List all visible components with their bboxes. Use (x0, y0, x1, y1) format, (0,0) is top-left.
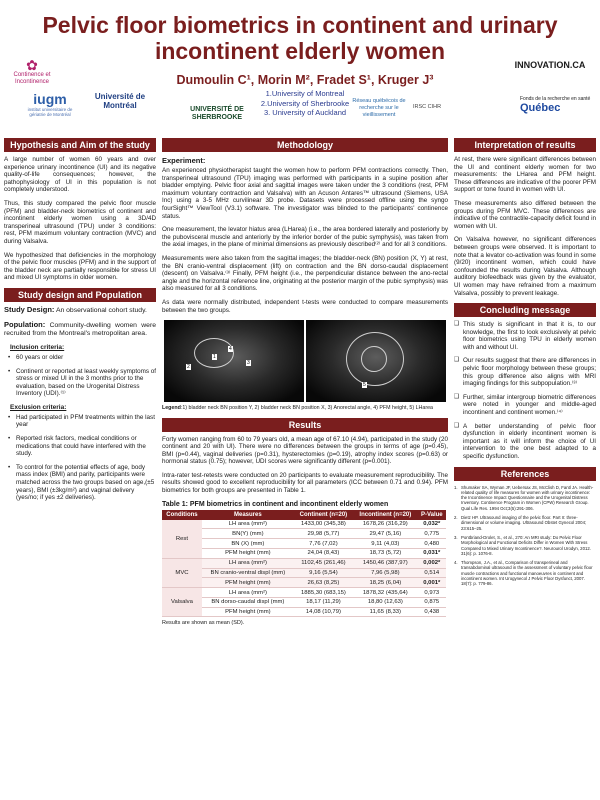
table-body (162, 520, 446, 617)
table-cell: 9,16 (5,54) (294, 568, 353, 578)
table-row (162, 578, 446, 588)
inclusion-criteria-title: Inclusion criteria: (10, 343, 65, 351)
study-design-header: Study design and Population (4, 288, 156, 302)
population-label: Population: (4, 319, 46, 329)
table-cell: PFM height (mm) (202, 578, 294, 588)
condition-cell: MVC (162, 558, 202, 587)
udem-logo: Université de Montréal (94, 92, 146, 110)
list-item: ❑ Our results suggest that there are differences in pelvic floor morphology between these groups; this group difference also aligns with MRI imaging findings for this subpopulation.⁽³⁾ (454, 357, 596, 387)
fonds-logo: Fonds de la recherche en santé Québec (520, 96, 591, 114)
methods-paragraph: An experienced physiotherapist taught the women how to perform PFM contractions correctly. Then, transperineal ultrasound (TPU) imaging was performed with participants in a supine position after bladder emptying. Pelvic floor axial and sagittal images were taken under the 3 conditions (rest, PFM maximum voluntary contraction and Valsalva) with an Acuson Antares™ ultrasound (Siemens, USA Inc) using a 3-5 MHz curvilinear 3D probe. Datasets were processed offline using the syngo fourSight™ ViewTool (V3.1) software. The investigator was blinded to the participants' continence status. (162, 167, 448, 220)
table-header-row (162, 510, 446, 520)
poster-title: Pelvic floor biometrics in continent and urinary incontinent elderly women (42, 12, 558, 64)
table-cell: PFM height (mm) (202, 549, 294, 559)
list-item: ❑ Further, similar intergroup biometric differences were noted in younger and middle-aged incontinent and continent women.⁽⁴⁾ (454, 394, 596, 417)
table-cell: BN(Y) (mm) (202, 529, 294, 539)
table-row (162, 558, 446, 568)
table-cell: 0,875 (418, 597, 446, 607)
table-cell: BN (X) (mm) (202, 539, 294, 549)
table-cell: 0,775 (418, 529, 446, 539)
results-header: Results (162, 418, 448, 432)
left-column (4, 138, 156, 508)
rqrv-logo: Réseau québécois de recherche sur le vieillissement (352, 98, 406, 118)
table-row (162, 568, 446, 578)
table-header-cell: Continent (n=20) (294, 510, 353, 520)
references-header: References (454, 467, 596, 481)
table-header-cell: Incontinent (n=20) (353, 510, 418, 520)
table-header-cell: Measures (202, 510, 294, 520)
list-item: ❑ This study is significant in that it is, to our knowledge, the first to look exclusively at pelvic floor biometrics using TPU in elderly women with and without UI. (454, 321, 596, 351)
table-cell: LH area (mm²) (202, 588, 294, 598)
axial-ultrasound-panel: 5 (306, 320, 446, 402)
table-cell: 29,47 (5,16) (353, 529, 418, 539)
right-column (454, 138, 596, 591)
list-item: • To control for the potential effects of age, body mass index (BMI) and parity, participants were matched across the two groups based on age,(±5 years), BMI (±3kg/m²) and vaginal delivery (yes/no; if yes ±2 deliveries). (8, 464, 156, 502)
table-row (162, 607, 446, 617)
reference-item: 4. Thompson, J.A., et al., Comparison of transperineal and transabdominal ultrasound in the assessment of voluntary pelvic floor muscle contractions and functional manoeuvres in continent and incontinent women. Int Urogynecol J Pelvic Floor Dysfunct, 2007. 18(7): p. 779-86. (454, 560, 593, 587)
reference-item: 2. Dietz HP. Ultrasound imaging of the pelvic floor. Part II: three-dimensional or volume imaging. Ultrasound Obstet Gynecol 2004; 23:615–25. (454, 515, 587, 531)
study-design-label: Study Design: (4, 304, 55, 314)
references-list (454, 485, 596, 587)
list-item: • 60 years or older (8, 354, 156, 362)
hypothesis-paragraph: We hypothesized that deficiencies in the morphology of the pelvic floor muscles (PFM) and in the support of the bladder neck are partially responsible for stress UI and mixed UI symptoms in older women. (4, 251, 156, 282)
table-cell: 7,76 (7,02) (294, 539, 353, 549)
table-cell: 18,73 (5,72) (353, 549, 418, 559)
table-cell: 0,032* (418, 520, 446, 529)
table-cell: 24,04 (8,43) (294, 549, 353, 559)
table-cell: 18,17 (11,29) (294, 597, 353, 607)
table-row (162, 588, 446, 598)
iugm-logo: iugm institut universitaire de gériatrie de Montréal (27, 91, 73, 117)
table-cell: LH area (mm²) (202, 520, 294, 529)
table-cell: 1878,32 (435,64) (353, 588, 418, 598)
table-cell: 0,480 (418, 539, 446, 549)
table-cell: 18,80 (12,63) (353, 597, 418, 607)
table-cell: BN dorso-caudal displ (mm) (202, 597, 294, 607)
table-cell: 0,001* (418, 578, 446, 588)
interpretation-paragraph: On Valsalva however, no significant differences between groups were observed. It is important to note that a levator co-activation was found in some (9/20) incontinent women, which could have confounded the results during Valsalva. Although auditory biofeedback was given by the evaluator, UI women may have refrained from a maximum Valsalva, possibly to prevent leakage. (454, 236, 596, 297)
table-cell: 1885,30 (683,15) (294, 588, 353, 598)
table-cell: 14,08 (10,79) (294, 607, 353, 617)
list-item: • Continent or reported at least weekly symptoms of stress or mixed UI in the 3 months prior to the evaluation, based on the Urogenital Distress Inventory (UDI).⁽¹⁾ (8, 368, 156, 398)
condition-cell: Valsalva (162, 588, 202, 617)
table-cell: 1102,45 (261,46) (294, 558, 353, 568)
study-design-text: Study Design: An observational cohort study. (4, 304, 147, 314)
results-paragraph: Intra-rater test-retests were conducted on 20 participants to evaluate measurement reproducibility. The results showed good to excellent reproducibility for all parameters (ICC between 0.71 and 0.94). PFM biometrics for both groups are presented in Table 1. (162, 471, 448, 495)
hypothesis-paragraph: A large number of women 60 years and over experience urinary incontinence (UI) and its negative quality-of-life consequences; however, the pathophysiology of UI in this population is not completely understood. (4, 156, 156, 194)
table-cell: LH area (mm²) (202, 558, 294, 568)
sagittal-ultrasound-panel: 1 2 3 4 (164, 320, 304, 402)
table-cell: 1678,26 (316,29) (353, 520, 418, 529)
table-note: Results are shown as mean (SD). (162, 620, 245, 627)
table-cell: PFM height (mm) (202, 607, 294, 617)
pfm-biometrics-table (162, 510, 446, 618)
reference-item: 3. Pontbriand-Drolet, S., et al., 270: An MRI study: Do Pelvic Floor Morphological and Functional Deficits Differ in Women With Stress Compared to Mixed Urinary Incontinence?. Neurourol Urodyn, 2012. 31(6): p. 1076-8. (454, 534, 591, 556)
sherbrooke-logo: UNIVERSITÉ DE SHERBROOKE (190, 106, 244, 121)
list-item: • Reported risk factors, medical conditions or medications that could have interfered with the study. (8, 435, 156, 458)
table-header-cell: P-Value (418, 510, 446, 520)
methods-paragraph: As data were normally distributed, independent t-tests were conducted to compare measurements between the two groups. (162, 298, 448, 314)
continence-logo: ✿ Continence et Incontinence (6, 58, 58, 86)
ultrasound-image (164, 320, 446, 402)
methods-paragraph: Measurements were also taken from the sagittal images; the bladder-neck (BN) position (X, Y) at rest, the BN cranio-ventral displacement (lift) on contraction and the BN dorso-caudal displacement (descent) on Valsalva.⁽³⁾ Finally, PFM height (i.e., the perpendicular distance between the ano-rectal angle and the horizontal reference line, originating at the posterior margin of the pubic symphysis) was also measured for all 3 conditions. (162, 254, 448, 293)
table-row (162, 529, 446, 539)
inclusion-list (8, 354, 156, 398)
affiliations: 1.University of Montreal 2.University of Sherbrooke 3. University of Auckland (260, 89, 350, 117)
image-legend: Legend:1) bladder neck BN position Y, 2) bladder neck BN position X, 3) Anorectal angle, 4) PFM height, 5) LHarea (162, 405, 433, 412)
list-item: ❑ A better understanding of pelvic floor dysfunction in elderly incontinent women is important as it will inform the choice of UI intervention to the one best adapted to a specific dysfunction. (454, 423, 596, 461)
table-cell: 1450,46 (387,97) (353, 558, 418, 568)
interpretation-paragraph: These measurements also differed between the groups during PFM MVC. These differences are indicative of the contractile-capacity deficit found in women with UI. (454, 199, 596, 230)
conclusion-header: Concluding message (454, 303, 596, 317)
table-title: Table 1: PFM biometrics in continent and incontinent elderly women (162, 500, 389, 508)
condition-cell: Rest (162, 520, 202, 559)
table-cell: BN cranio-ventral displ (mm) (202, 568, 294, 578)
table-row (162, 549, 446, 559)
interpretation-paragraph: At rest, there were significant differences between the UI and continent elderly women for two measurements: the LHarea and PFM height. These differences are indicative of the poorer PFM support or tone found in women with UI. (454, 156, 596, 194)
exclusion-list (8, 414, 156, 502)
table-cell: 26,63 (8,25) (294, 578, 353, 588)
list-item: • Had participated in PFM treatments within the last year (8, 414, 156, 429)
middle-column (162, 138, 448, 634)
table-cell: 18,25 (6,04) (353, 578, 418, 588)
authors: Dumoulin C¹, Morin M², Fradet S¹, Kruger J³ (176, 73, 434, 87)
population-text: Population: Community-dwelling women were recruited from the Montreal's metropolitan area. (4, 319, 156, 337)
exclusion-criteria-title: Exclusion criteria: (10, 403, 67, 411)
conclusion-list (454, 321, 596, 461)
hypothesis-header: Hypothesis and Aim of the study (4, 138, 156, 152)
table-cell: 0,438 (418, 607, 446, 617)
table-cell: 11,65 (8,33) (353, 607, 418, 617)
innovation-logo: INNOVATION.CA (514, 60, 586, 70)
table-cell: 0,031* (418, 549, 446, 559)
results-paragraph: Forty women ranging from 60 to 79 years old, a mean age of 67.10 (4.94), participated in the study (20 continent and 20 with UI). There were no differences between the groups in terms of age (p=0.45), BMI (p=0.44), vaginal deliveries (p=0.31), hysterectomies (p=0.19), atrophy index scores (p=0.63) or hormonal status (0.75); however, UDI scores were significantly different (p=0.001). (162, 435, 448, 466)
hypothesis-paragraph: Thus, this study compared the pelvic floor muscle (PFM) and bladder-neck biometrics of continent and incontinent elderly women using a 3D/4D transperineal ultrasound (TPU) under 3 conditions: rest, PFM maximum voluntary contraction (MVC) and during Valsalva. (4, 199, 156, 245)
table-cell: 0,514 (418, 568, 446, 578)
experiment-label: Experiment: (162, 156, 206, 165)
table-row (162, 520, 446, 529)
table-cell: 1433,00 (345,38) (294, 520, 353, 529)
table-row (162, 597, 446, 607)
table-cell: 7,96 (5,98) (353, 568, 418, 578)
table-cell: 0,002* (418, 558, 446, 568)
interpretation-header: Interpretation of results (454, 138, 596, 152)
table-cell: 29,98 (5,77) (294, 529, 353, 539)
methodology-header: Methodology (162, 138, 448, 152)
table-cell: 0,973 (418, 588, 446, 598)
table-header-cell: Conditions (162, 510, 202, 520)
table-row (162, 539, 446, 549)
irsc-logo: IRSC CIHR (412, 104, 442, 110)
reference-item: 1. Shumaker SA, Wyman JF, Uebersax JS, McClish D, Fantl JA. Health-related quality of life measures for women with urinary incontinence: the Incontinence Impact Questionnaire and the Urogenital Distress Inventory. Continence Program in Women (CPW) Research Group. Qual Life Res. 1994 Oct;3(5):291-306. (454, 484, 594, 511)
table-cell: 9,11 (4,03) (353, 539, 418, 549)
methods-paragraph: One measurement, the levator hiatus area (LHarea) (i.e., the area bordered laterally and posteriorly by the pubovisceral muscle and anteriorly by the inferior border of the pubic symphysis), was taken from the axial images, in the plane of minimal dimensions as previously described⁽²⁾ and for all 3 conditions. (162, 226, 448, 249)
poster-header (0, 0, 600, 132)
flower-icon: ✿ (26, 57, 38, 73)
